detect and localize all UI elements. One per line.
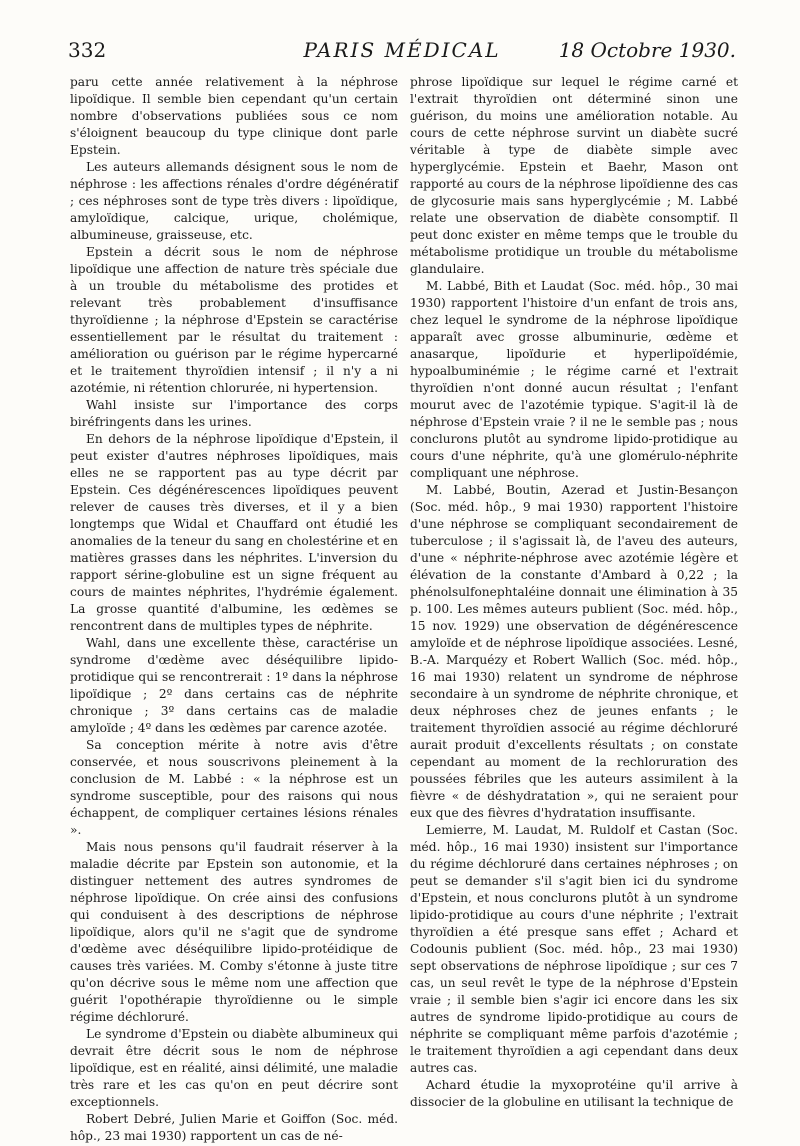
paragraph: Le syndrome d'Epstein ou diabète albumineux qui devrait être décrit sous le nom de néphrose lipoïdique, est en réalité, ainsi délimité, une maladie très rare et les cas qu'on en peut décrire sont exceptionnels.	[70, 1027, 398, 1109]
paragraph: Achard étudie la myxoprotéine qu'il arrive à dissocier de la globuline en utilisant la technique de	[410, 1078, 738, 1109]
left-column	[70, 74, 398, 1145]
paragraph: M. Labbé, Bith et Laudat (Soc. méd. hôp., 30 mai 1930) rapportent l'histoire d'un enfant de trois ans, chez lequel le syndrome de la néphrose lipoïdique apparaît avec grosse albuminurie, œdème et anasarque, lipoïdurie et hyperlipoïdémie, hypoalbuminémie ; le régime carné et l'extrait thyroïdien n'ont donné aucun résultat ; l'enfant mourut avec de l'azotémie typique. S'agit-il là de néphrose d'Epstein vraie ? il ne le semble pas ; nous conclurons plutôt au syndrome lipido-protidique au cours d'une néphrite, qu'à une glomérulo-néphrite compliquant une néphrose.	[410, 279, 738, 480]
paragraph: Les auteurs allemands désignent sous le nom de néphrose : les affections rénales d'ordre dégénératif ; ces néphroses sont de type très divers : lipoïdique, amyloïdique, calcique, urique, cholémique, albumineuse, graisseuse, etc.	[70, 160, 398, 242]
page-header	[68, 38, 736, 68]
paragraph: Lemierre, M. Laudat, M. Ruldolf et Castan (Soc. méd. hôp., 16 mai 1930) insistent sur l'importance du régime déchloruré dans certaines néphroses ; on peut se demander s'il s'agit bien ici du syndrome d'Epstein, et nous conclurons plutôt à un syndrome lipido-protidique au cours d'une néphrite ; l'extrait thyroïdien a été presque sans effet ; Achard et Codounis publient (Soc. méd. hôp., 23 mai 1930) sept observations de néphrose lipoïdique ; sur ces 7 cas, un seul revêt le type de la néphrose d'Epstein vraie ; il semble bien s'agir ici encore dans les six autres de syndrome lipido-protidique au cours de néphrite se compliquant même parfois d'azotémie ; le traitement thyroïdien a agi cependant dans deux autres cas.	[410, 823, 738, 1075]
paragraph: En dehors de la néphrose lipoïdique d'Epstein, il peut exister d'autres néphroses lipoïdiques, mais elles ne se rapportent pas au type décrit par Epstein. Ces dégénérescences lipoïdiques peuvent relever de causes très diverses, et il y a bien longtemps que Widal et Chauffard ont étudié les anomalies de la teneur du sang en cholestérine et en matières grasses dans les néphrites. L'inversion du rapport sérine-globuline est un signe fréquent au cours de maintes néphrites, l'hydrémie également. La grosse quantité d'albumine, les œdèmes se rencontrent dans de multiples types de néphrite.	[70, 432, 398, 633]
paragraph: Robert Debré, Julien Marie et Goiffon (Soc. méd. hôp., 23 mai 1930) rapportent un cas de né-	[70, 1112, 398, 1143]
paragraph: Mais nous pensons qu'il faudrait réserver à la maladie décrite par Epstein son autonomie, et la distinguer nettement des autres syndromes de néphrose lipoïdique. On crée ainsi des confusions qui conduisent à des descriptions de néphrose lipoïdique, alors qu'il ne s'agit que de syndrome d'œdème avec déséquilibre lipido-protéidique de causes très variées. M. Comby s'étonne à juste titre qu'on décrive sous le même nom une affection que guérit l'opothérapie thyroïdienne ou le simple régime déchloruré.	[70, 840, 398, 1024]
paragraph: Sa conception mérite à notre avis d'être conservée, et nous souscrivons pleinement à la conclusion de M. Labbé : « la néphrose est un syndrome susceptible, pour des raisons qui nous échappent, de compliquer certaines lésions rénales ».	[70, 738, 398, 837]
paragraph: Epstein a décrit sous le nom de néphrose lipoïdique une affection de nature très spéciale due à un trouble du métabolisme des protides et relevant très probablement d'insuffisance thyroïdienne ; la néphrose d'Epstein se caractérise essentiellement par le résultat du traitement : amélioration ou guérison par le régime hypercarné et le traitement thyroïdien intensif ; il n'y a ni azotémie, ni rétention chlorurée, ni hypertension.	[70, 245, 398, 395]
paragraph: paru cette année relativement à la néphrose lipoïdique. Il semble bien cependant qu'un certain nombre d'observations publiées sous ce nom s'éloignent beaucoup du type clinique dont parle Epstein.	[70, 75, 398, 157]
paragraph: Wahl, dans une excellente thèse, caractérise un syndrome d'œdème avec déséquilibre lipido-protidique qui se rencontrerait : 1º dans la néphrose lipoïdique ; 2º dans certains cas de néphrite chronique ; 3º dans certains cas de maladie amyloïde ; 4º dans les œdèmes par carence azotée.	[70, 636, 398, 735]
paragraph: phrose lipoïdique sur lequel le régime carné et l'extrait thyroïdien ont déterminé sinon une guérison, du moins une amélioration notable. Au cours de cette néphrose survint un diabète sucré véritable à type de diabète simple avec hyperglycémie. Epstein et Baehr, Mason ont rapporté au cours de la néphrose lipoïdienne des cas de glycosurie mais sans hyperglycémie ; M. Labbé relate une observation de diabète consomptif. Il peut donc exister en même temps que le trouble du métabolisme protidique un trouble du métabolisme glandulaire.	[410, 75, 738, 276]
paragraph: Wahl insiste sur l'importance des corps biréfringents dans les urines.	[70, 398, 398, 429]
issue-date: 18 Octobre 1930.	[558, 38, 736, 62]
paragraph: M. Labbé, Boutin, Azerad et Justin-Besançon (Soc. méd. hôp., 9 mai 1930) rapportent l'histoire d'une néphrose se compliquant secondairement de tuberculose ; il s'agissait là, de l'aveu des auteurs, d'une « néphrite-néphrose avec azotémie légère et élévation de la constante d'Ambard à 0,22 ; la phénolsulfonephtaléine donnait une élimination à 35 p. 100. Les mêmes auteurs publient (Soc. méd. hôp., 15 nov. 1929) une observation de dégénérescence amyloïde et de néphrose lipoïdique associées. Lesné, B.-A. Marquézy et Robert Wallich (Soc. méd. hôp., 16 mai 1930) relatent un syndrome de néphrose secondaire à un syndrome de néphrite chronique, et deux néphroses chez de jeunes enfants ; le traitement thyroïdien associé au régime déchloruré aurait produit d'excellents résultats ; on constate cependant au moment de la rechloruration des poussées fébriles que les auteurs assimilent à la fièvre « de déshydratation », qui ne seraient pour eux que des fièvres d'hydratation insuffisante.	[410, 483, 738, 820]
right-column	[410, 74, 738, 1111]
page-number: 332	[68, 38, 107, 62]
journal-title: PARIS MÉDICAL	[303, 38, 501, 62]
